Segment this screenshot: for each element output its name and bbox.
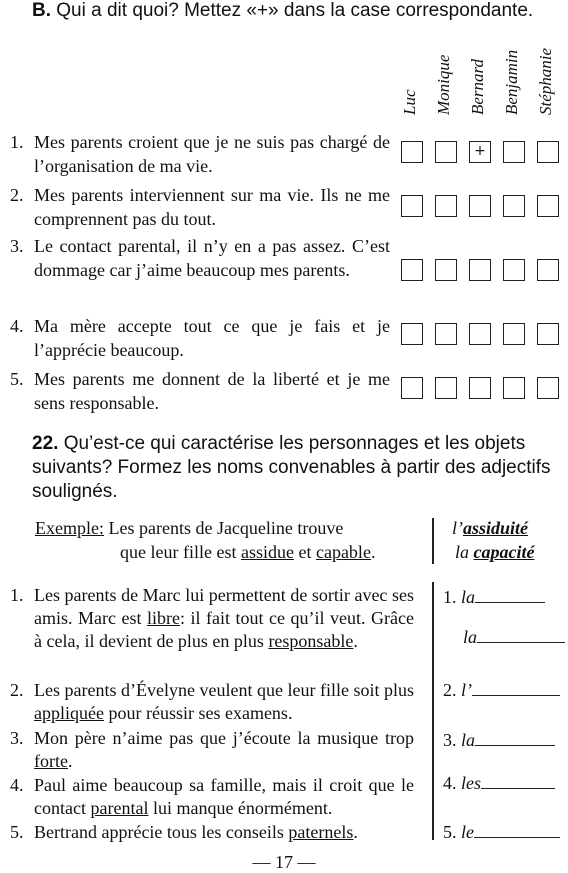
name-bernard: Bernard	[468, 58, 487, 115]
item-1: 1. Les parents de Marc lui permettent de sortir avec ses amis. Marc est libre: il fait tout ce qu’il veut. Grâce à cela, il devient de plus en plus responsable.	[10, 585, 415, 651]
checkbox-s3-luc[interactable]	[401, 259, 423, 281]
checkbox-s2-monique[interactable]	[435, 195, 457, 217]
answer-blank-1b[interactable]: la	[463, 626, 565, 648]
example-answer-1: l’assiduité	[452, 518, 529, 538]
part-b-instruction: Qui a dit quoi? Mettez «+» dans la case correspondante.	[56, 0, 534, 21]
page-number: — 17 —	[252, 852, 316, 872]
checkbox-s4-stéphanie[interactable]	[537, 323, 559, 345]
example-word-capable: capable	[315, 542, 371, 562]
checkbox-s2-luc[interactable]	[401, 195, 423, 217]
checkbox-s5-luc[interactable]	[401, 377, 423, 399]
exercise-22-heading	[32, 432, 562, 504]
checkbox-s1-stéphanie[interactable]	[537, 141, 559, 163]
answer-blank-4[interactable]: 4. les	[443, 772, 555, 794]
statement-3: 3. Le contact parental, il n’y en a pas assez. C’est dommage car j’aime beaucoup mes parents.	[10, 236, 390, 280]
checkbox-s4-monique[interactable]	[435, 323, 457, 345]
item-5: 5. Bertrand apprécie tous les conseils paternels.	[10, 822, 358, 842]
statement-text: Le contact parental, il n’y en a pas assez. C’est dommage car j’aime beaucoup mes parents.	[34, 236, 390, 280]
underlined-word: appliquée	[34, 703, 104, 723]
part-b-heading	[32, 0, 533, 22]
checkbox-s5-benjamin[interactable]	[503, 377, 525, 399]
answer-blank-5[interactable]: 5. le	[443, 821, 560, 843]
checkbox-s1-benjamin[interactable]	[503, 141, 525, 163]
item-2: 2. Les parents d’Évelyne veulent que leur fille soit plus appliquée pour réussir ses examens.	[10, 680, 414, 723]
part-b-label: B.	[32, 0, 51, 21]
example-line-1: Exemple: Les parents de Jacqueline trouve	[35, 518, 344, 538]
example-divider	[432, 518, 434, 564]
exercise-number: 22.	[32, 433, 59, 454]
checkbox-s3-benjamin[interactable]	[503, 259, 525, 281]
checkbox-s2-bernard[interactable]	[469, 195, 491, 217]
checkbox-s4-luc[interactable]	[401, 323, 423, 345]
name-luc: Luc	[400, 89, 419, 115]
statement-text: Ma mère accepte tout ce que je fais et je l’apprécie beaucoup.	[34, 316, 390, 360]
checkbox-s5-stéphanie[interactable]	[537, 377, 559, 399]
checkbox-s3-stéphanie[interactable]	[537, 259, 559, 281]
checkbox-s3-monique[interactable]	[435, 259, 457, 281]
answer-blank-3[interactable]: 3. la	[443, 729, 555, 751]
checkbox-s1-luc[interactable]	[401, 141, 423, 163]
example-label: Exemple:	[35, 518, 104, 538]
checkbox-s4-bernard[interactable]	[469, 323, 491, 345]
underlined-word: forte	[34, 751, 68, 771]
statement-text: Mes parents interviennent sur ma vie. Ils ne me comprennent pas du tout.	[34, 185, 390, 229]
underlined-word: libre	[147, 608, 181, 628]
name-stephanie: Stéphanie	[536, 47, 555, 115]
checkbox-s1-bernard[interactable]: +	[469, 141, 491, 163]
checkbox-s4-benjamin[interactable]	[503, 323, 525, 345]
statement-5: 5. Mes parents me donnent de la liberté et je me sens responsable.	[10, 369, 390, 413]
item-3: 3. Mon père n’aime pas que j’écoute la musique trop forte.	[10, 728, 414, 771]
statement-4: 4. Ma mère accepte tout ce que je fais et je l’apprécie beaucoup.	[10, 316, 390, 360]
example-answer-2: la capacité	[455, 542, 535, 562]
underlined-word: paternels	[288, 822, 354, 842]
checkbox-s2-benjamin[interactable]	[503, 195, 525, 217]
checkbox-s2-stéphanie[interactable]	[537, 195, 559, 217]
underlined-word: parental	[90, 798, 149, 818]
checkbox-s1-monique[interactable]	[435, 141, 457, 163]
item-4: 4. Paul aime beaucoup sa famille, mais il croit que le contact parental lui manque énormément.	[10, 775, 414, 818]
answers-divider	[432, 582, 434, 840]
underlined-word: responsable	[268, 631, 354, 651]
example-line-2: que leur fille est assidue et capable.	[120, 542, 376, 562]
example-word-assidue: assidue	[240, 542, 294, 562]
statement-2: 2. Mes parents interviennent sur ma vie. Ils ne me comprennent pas du tout.	[10, 185, 390, 229]
checkbox-s3-bernard[interactable]	[469, 259, 491, 281]
statement-1: 1. Mes parents croient que je ne suis pas chargé de l’organisation de ma vie.	[10, 132, 390, 176]
answer-blank-2[interactable]: 2. l’	[443, 679, 560, 701]
checkbox-s5-monique[interactable]	[435, 377, 457, 399]
statement-text: Mes parents me donnent de la liberté et je me sens responsable.	[34, 369, 390, 413]
statement-text: Mes parents croient que je ne suis pas chargé de l’organisation de ma vie.	[34, 132, 390, 176]
name-monique: Monique	[434, 54, 453, 115]
exercise-instruction: Qu’est-ce qui caractérise les personnages et les objets suivants? Formez les noms convenables à partir des adjectifs soulignés.	[32, 433, 551, 502]
name-benjamin: Benjamin	[502, 49, 521, 115]
checkbox-s5-bernard[interactable]	[469, 377, 491, 399]
answer-blank-1[interactable]: 1. la	[443, 586, 545, 608]
